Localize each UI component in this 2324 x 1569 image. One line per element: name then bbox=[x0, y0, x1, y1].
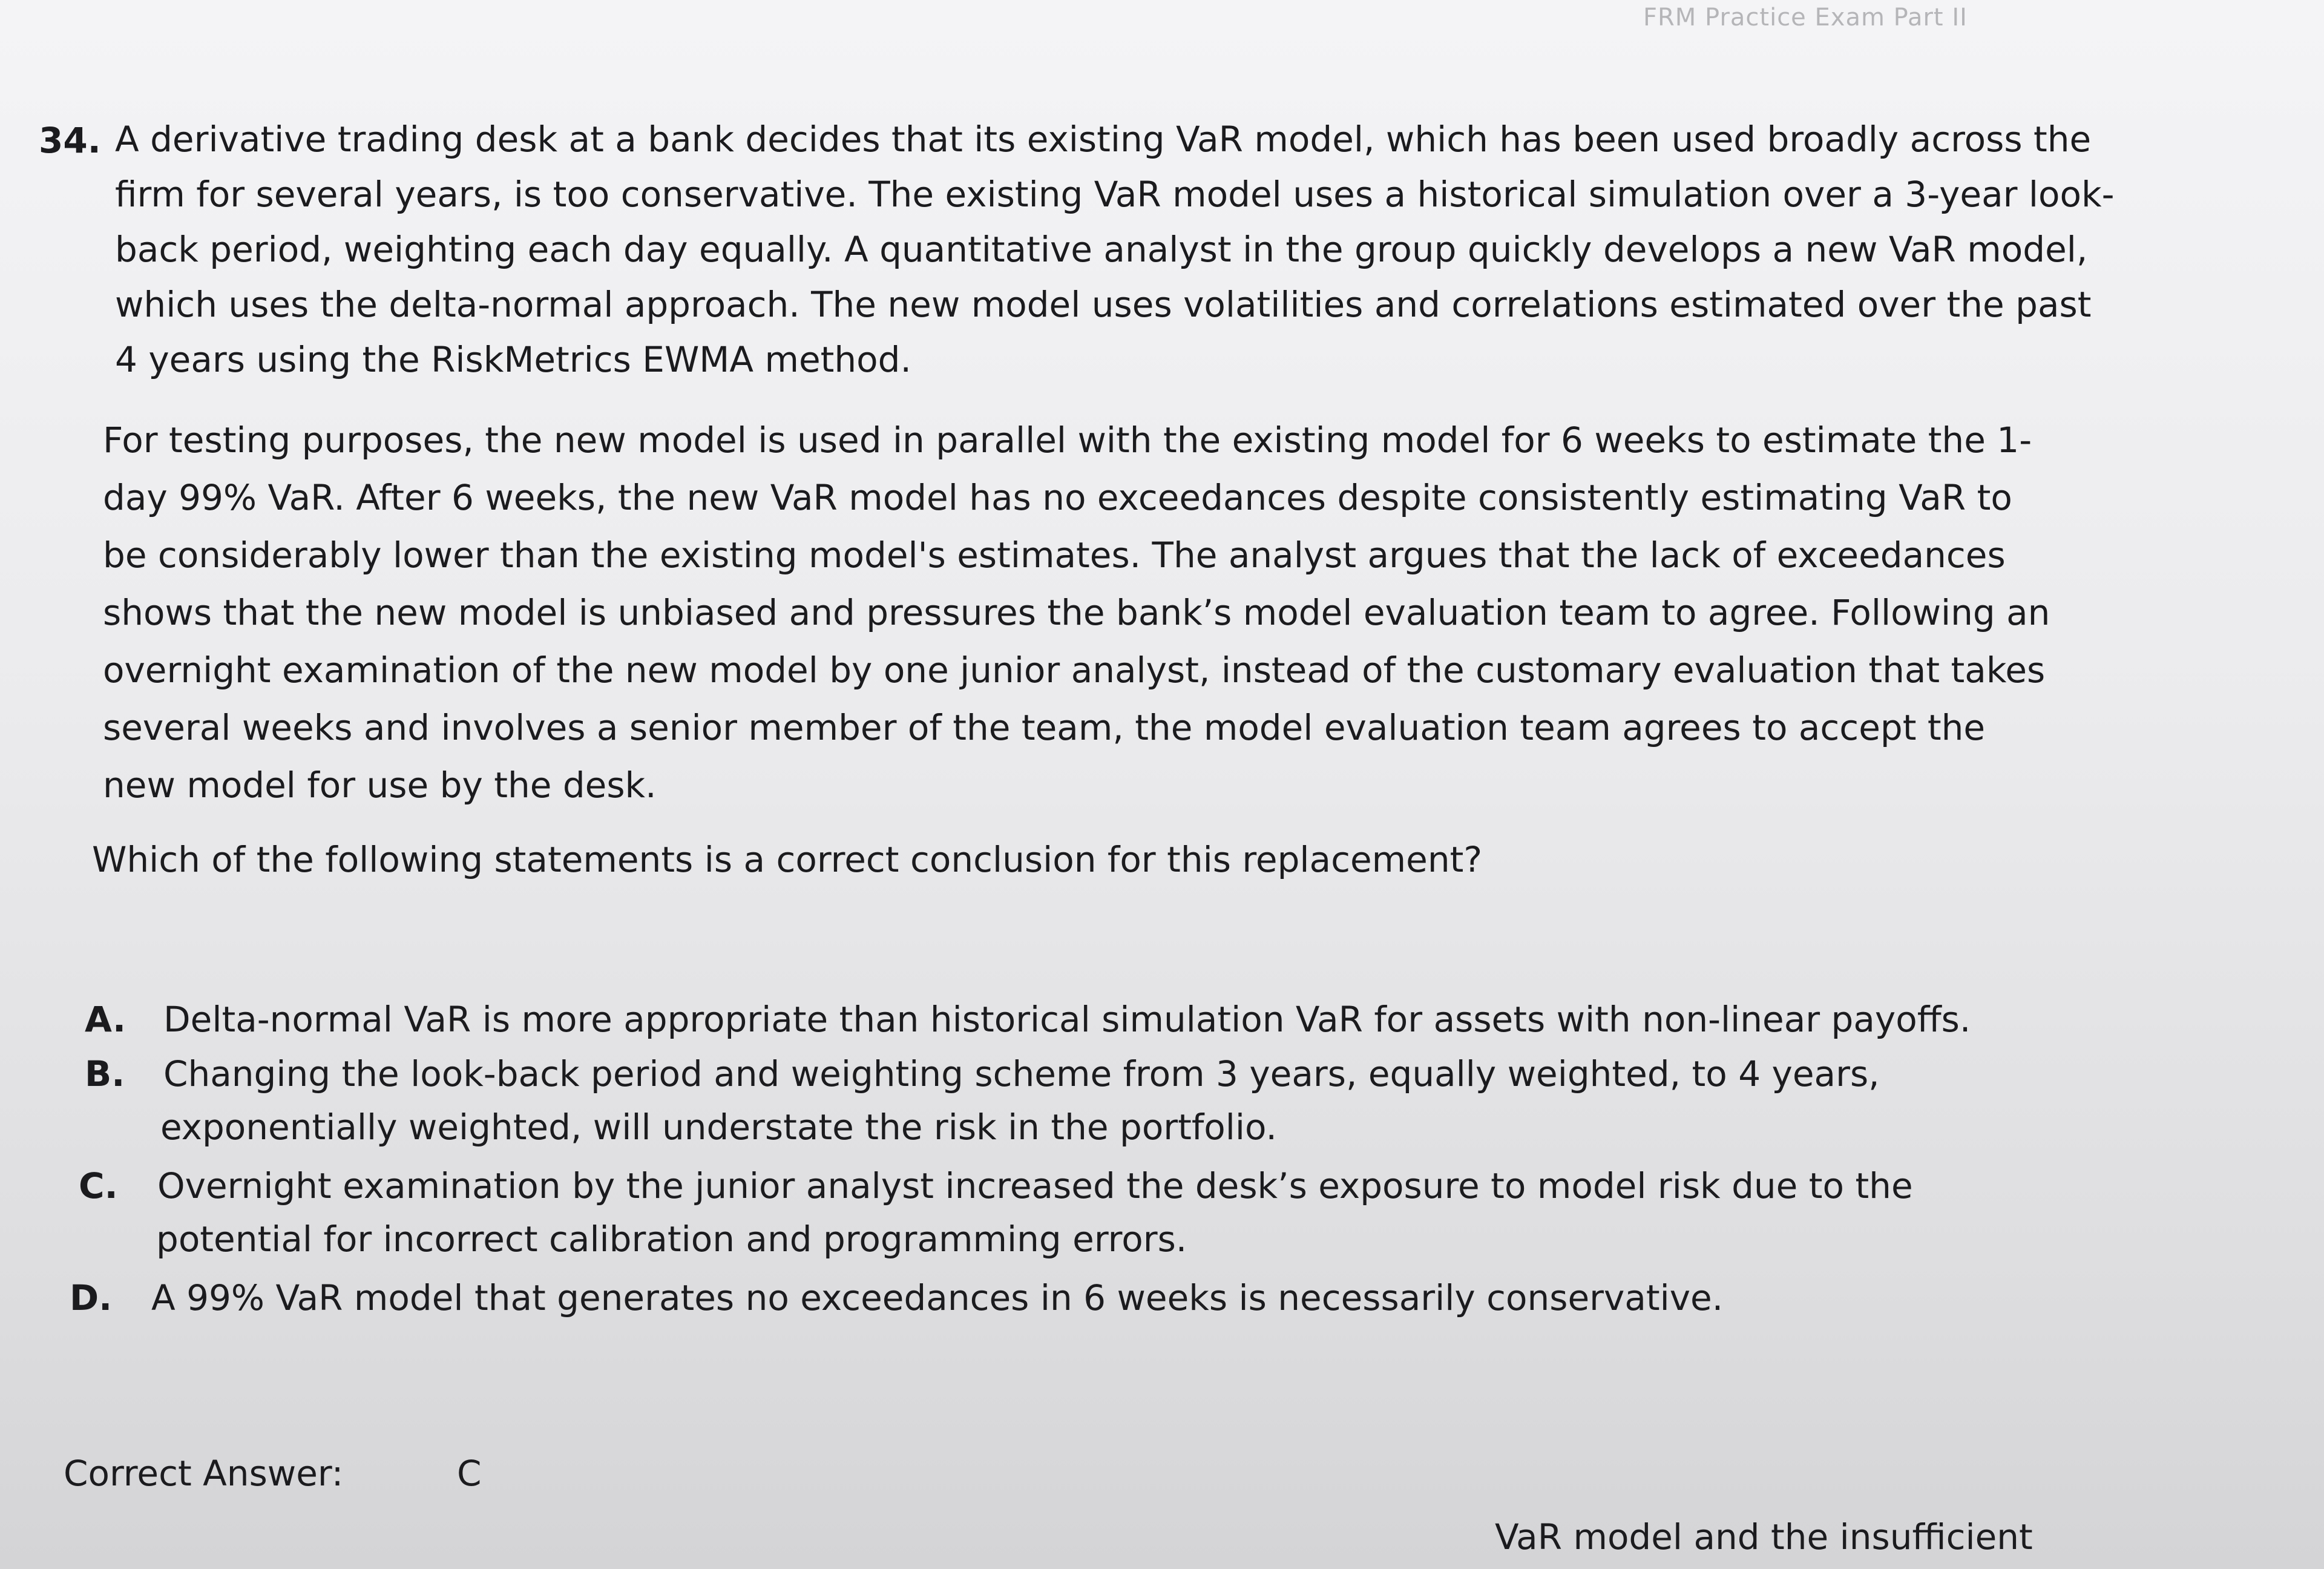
option-text-line: Overnight examination by the junior analyst increased the desk’s exposure to model risk due to the bbox=[157, 1165, 1913, 1206]
option-text-line: potential for incorrect calibration and programming errors. bbox=[156, 1219, 1187, 1260]
correct-answer-label: Correct Answer: bbox=[64, 1453, 344, 1494]
exam-header-tag: FRM Practice Exam Part II bbox=[1643, 4, 1968, 31]
option-letter: D. bbox=[70, 1277, 113, 1318]
stem-line: For testing purposes, the new model is used in parallel with the existing model for 6 weeks to estimate the 1- bbox=[103, 419, 2032, 461]
stem-line: be considerably lower than the existing model's estimates. The analyst argues that the lack of exceedances bbox=[103, 535, 2006, 576]
option-text-line: exponentially weighted, will understate the risk in the portfolio. bbox=[160, 1107, 1277, 1148]
question-number: 34. bbox=[39, 120, 101, 161]
explanation-fragment: VaR model and the insufficient bbox=[1495, 1516, 2033, 1557]
stem-line: day 99% VaR. After 6 weeks, the new VaR model has no exceedances despite consistently estimating VaR to bbox=[103, 477, 2012, 518]
option-text-line: Delta-normal VaR is more appropriate than historical simulation VaR for assets with non-linear payoffs. bbox=[163, 999, 1971, 1040]
option-letter: A. bbox=[85, 999, 126, 1040]
stem-line: back period, weighting each day equally. A quantitative analyst in the group quickly develops a new VaR model, bbox=[115, 229, 2088, 270]
question-prompt: Which of the following statements is a correct conclusion for this replacement? bbox=[92, 839, 1483, 880]
question-stem-paragraph-1 bbox=[115, 112, 2115, 387]
correct-answer-row bbox=[64, 1453, 482, 1494]
stem-line: several weeks and involves a senior member of the team, the model evaluation team agrees to accept the bbox=[103, 707, 1986, 748]
stem-line: which uses the delta-normal approach. The new model uses volatilities and correlations estimated over the past bbox=[115, 284, 2092, 325]
stem-line: A derivative trading desk at a bank decides that its existing VaR model, which has been used broadly across the bbox=[115, 119, 2092, 160]
question-stem-paragraph-2 bbox=[103, 412, 2050, 814]
stem-line: 4 years using the RiskMetrics EWMA method. bbox=[115, 339, 911, 380]
stem-line: new model for use by the desk. bbox=[103, 765, 657, 806]
stem-line: overnight examination of the new model by one junior analyst, instead of the customary evaluation that takes bbox=[103, 650, 2046, 691]
stem-line: shows that the new model is unbiased and pressures the bank’s model evaluation team to agree. Following an bbox=[103, 592, 2050, 633]
correct-answer-value: C bbox=[457, 1453, 482, 1494]
option-text-line: A 99% VaR model that generates no exceedances in 6 weeks is necessarily conservative. bbox=[151, 1277, 1724, 1318]
option-letter: B. bbox=[85, 1053, 125, 1094]
stem-line: firm for several years, is too conservative. The existing VaR model uses a historical simulation over a 3-year look- bbox=[115, 174, 2115, 215]
option-letter: C. bbox=[79, 1165, 118, 1206]
option-text-line: Changing the look-back period and weighting scheme from 3 years, equally weighted, to 4 years, bbox=[163, 1053, 1880, 1094]
